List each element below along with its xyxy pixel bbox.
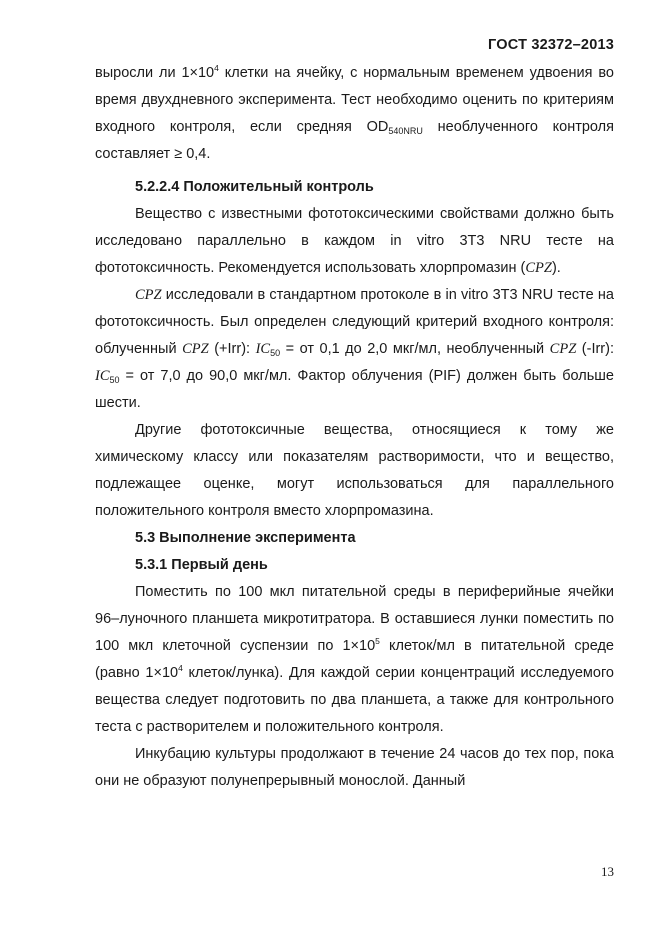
text-run: ). xyxy=(551,260,561,276)
subscript: 50 xyxy=(270,348,281,358)
italic-term: CPZ xyxy=(549,341,577,357)
section-heading-5-2-2-4: 5.2.2.4 Положительный контроль xyxy=(135,179,374,195)
paragraph-positive-control-2 xyxy=(95,282,614,417)
text-run: клеток/лунка). Для каждой серии концентраций исследуемого вещества следует подготовить по два планшета, а также для контрольного теста с растворителем и положительного контроля. xyxy=(95,665,614,735)
italic-term: CPZ xyxy=(182,341,209,357)
subscript: 50 xyxy=(109,375,120,385)
subscript: 540NRU xyxy=(388,126,423,136)
section-heading-5-3: 5.3 Выполнение эксперимента xyxy=(135,530,356,546)
superscript: 4 xyxy=(178,663,183,673)
text-run: (-Irr): xyxy=(576,341,614,357)
italic-term: IC xyxy=(255,341,271,357)
page-number: 13 xyxy=(601,864,614,879)
text-run: = от 0,1 до 2,0 мкг/мл, необлученный xyxy=(280,341,550,357)
text-run: исследовали в стандартном протоколе в in vitro 3T3 NRU тесте на фототоксичность. Был определен следующий критерий входного контроля: облученный xyxy=(95,287,614,357)
italic-term: IC xyxy=(95,368,110,384)
italic-term: CPZ xyxy=(525,260,552,276)
italic-term: CPZ xyxy=(135,287,162,303)
text-run: (+Irr): xyxy=(208,341,256,357)
superscript: 4 xyxy=(214,63,219,73)
document-standard-header: ГОСТ 32372–2013 xyxy=(488,37,614,53)
text-run: клетки на ячейку, с нормальным временем удвоения во время двухдневного эксперимента. Тест необходимо оценить по критериям входного контроля, если средняя OD xyxy=(95,65,614,135)
paragraph-intro xyxy=(95,60,614,168)
paragraph-incubation: Инкубацию культуры продолжают в течение 24 часов до тех пор, пока они не образуют полунепрерывный монослой. Данный xyxy=(95,746,614,789)
paragraph-positive-control-3: Другие фототоксичные вещества, относящиеся к тому же химическому классу или показателям растворимости, что и вещество, подлежащее оценке, могут использоваться для параллельного положительного контроля вместо хлорпромазина. xyxy=(95,422,614,519)
section-heading-5-3-1: 5.3.1 Первый день xyxy=(135,557,268,573)
text-run: необлученного контроля составляет ≥ 0,4. xyxy=(95,119,614,162)
text-run: Поместить по 100 мкл питательной среды в периферийные ячейки 96–луночного планшета микротитратора. В оставшиеся лунки поместить по 100 мкл клеточной суспензии по 1×10 xyxy=(95,584,614,654)
text-run: клеток/мл в питательной среде (равно 1×10 xyxy=(95,638,614,681)
paragraph-first-day xyxy=(95,579,614,741)
superscript: 5 xyxy=(375,636,380,646)
text-run: Вещество с известными фототоксическими свойствами должно быть исследовано параллельно в каждом in vitro 3T3 NRU тесте на фототоксичность. Рекомендуется использовать хлорпромазин ( xyxy=(95,206,614,276)
paragraph-positive-control-1 xyxy=(95,201,614,282)
text-run: выросли ли 1×10 xyxy=(95,65,215,81)
document-body xyxy=(95,60,614,795)
text-run: = от 7,0 до 90,0 мкг/мл. Фактор облучения (PIF) должен быть больше шести. xyxy=(95,368,614,411)
